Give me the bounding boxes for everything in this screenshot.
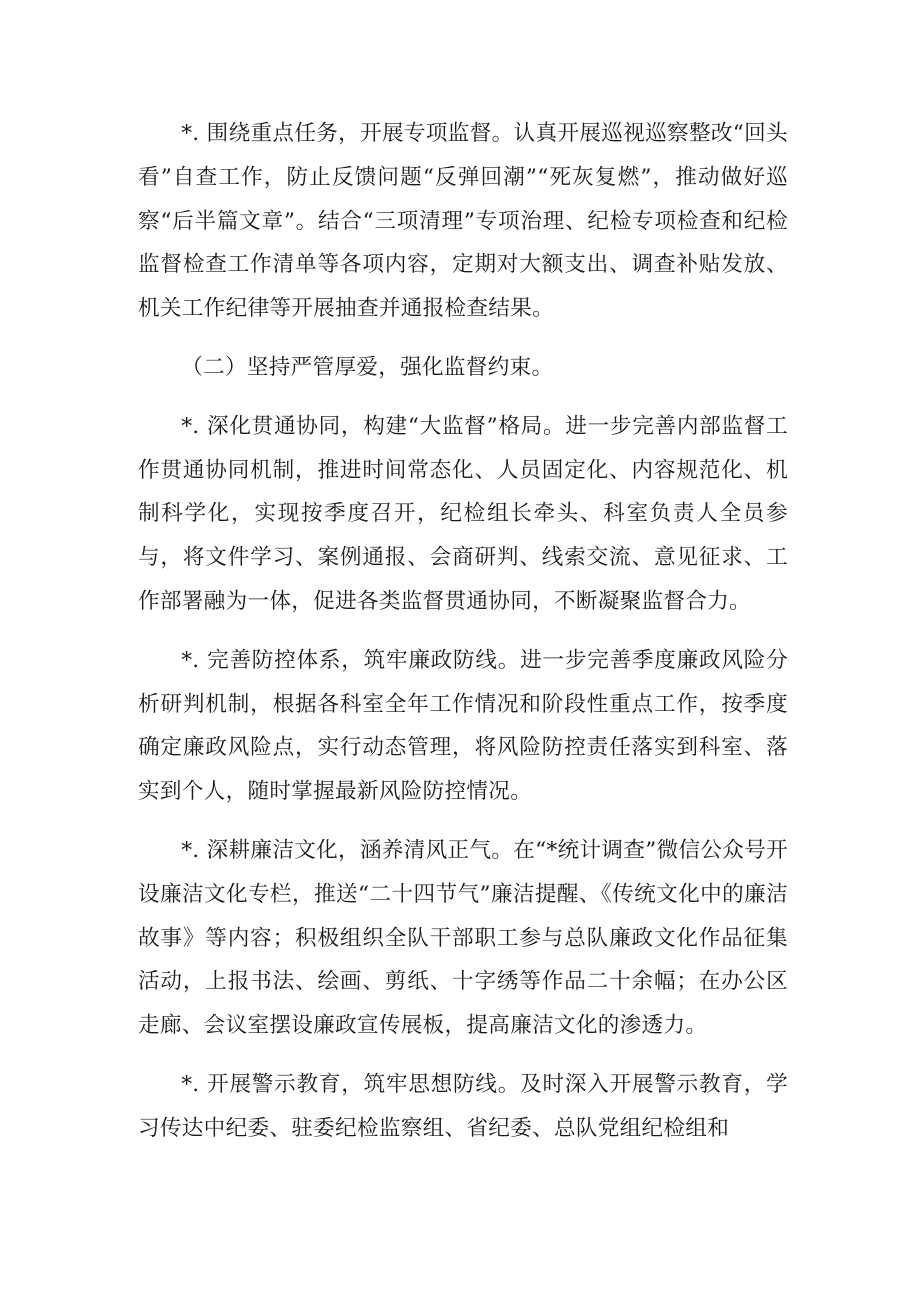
paragraph-special-supervision: *. 围绕重点任务，开展专项监督。认真开展巡视巡察整改“回头看”自查工作，防止反馈问题“反弹回潮”“死灰复燃”，推动做好巡察“后半篇文章”。结合“三项清理”专项治理、纪检专项检查和纪检监督检查工作清单等各项内容，定期对大额支出、调查补贴发放、机关工作纪律等开展抽查并通报检查结果。 — [138, 121, 788, 322]
paragraph-big-supervision: *. 深化贯通协同，构建“大监督”格局。进一步完善内部监督工作贯通协同机制，推进时间常态化、人员固定化、内容规范化、机制科学化，实现按季度召开，纪检组长牵头、科室负责人全员参与，将文件学习、案例通报、会商研判、线索交流、意见征求、工作部署融为一体，促进各类监督贯通协同，不断凝聚监督合力。 — [138, 413, 788, 614]
paragraph-prevention-system: *. 完善防控体系，筑牢廉政防线。进一步完善季度廉政风险分析研判机制，根据各科室全年工作情况和阶段性重点工作，按季度确定廉政风险点，实行动态管理，将风险防控责任落实到科室、落实到个人，随时掌握最新风险防控情况。 — [138, 647, 788, 805]
paragraph-integrity-culture: *. 深耕廉洁文化，涵养清风正气。在“*统计调查”微信公众号开设廉洁文化专栏，推送“二十四节气”廉洁提醒、《传统文化中的廉洁故事》等内容；积极组织全队干部职工参与总队廉政文化作品征集活动，上报书法、绘画、剪纸、十字绣等作品二十余幅；在办公区走廊、会议室摆设廉政宣传展板，提高廉洁文化的渗透力。 — [138, 837, 788, 1039]
document-page — [138, 112, 788, 1166]
section-heading-strict-management: （二）坚持严管厚爱，强化监督约束。 — [181, 354, 554, 380]
paragraph-warning-education: *. 开展警示教育，筑牢思想防线。及时深入开展警示教育，学习传达中纪委、驻委纪检监察组、省纪委、总队党组纪检组和 — [138, 1071, 788, 1141]
